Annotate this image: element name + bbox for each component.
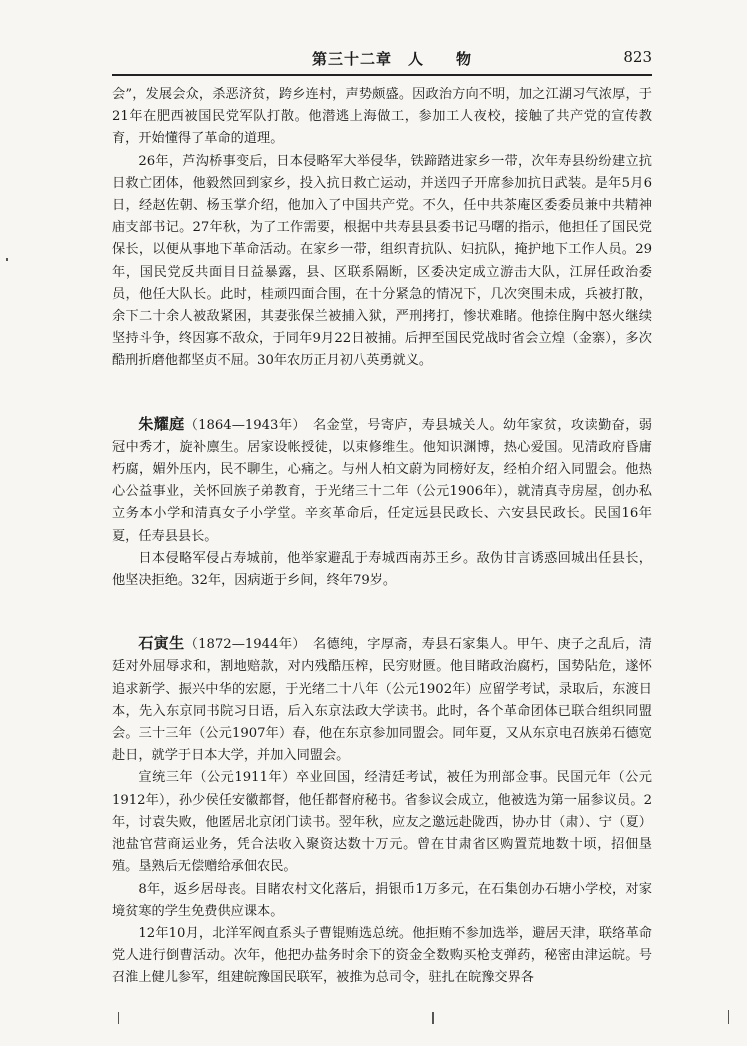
biography-entry: [112, 413, 652, 548]
scan-mark: [6, 258, 8, 261]
paragraph: 8年，返乡居母丧。目睹农村文化落后，捐银币1万多元，在石集创办石塘小学校，对家境贫寒的学生免费供应课本。: [112, 881, 652, 919]
page-header: [112, 44, 652, 74]
scan-mark: [118, 1012, 119, 1024]
biography-entry: [112, 632, 652, 767]
scan-mark: [432, 1012, 434, 1024]
scan-mark: [728, 1010, 729, 1024]
biography-text: （1872—1944年） 名德纯，字厚斋，寿县石家集人。甲午、庚子之乱后，清廷对外屈辱求和，割地赔款，对内残酷压榨，民穷财匮。他目睹政治腐朽，国势阽危，遂怀追求新学、振兴中华的宏愿，于光绪二十八年（公元1902年）应留学考试，录取后，东渡日本，先入东京同书院习日语，后入东京法政大学读书。此时，各个革命团体已联合组织同盟会。三十三年（公元1907年）春，他在东京参加同盟会。同年夏，又从东京电召族弟石德宽赴日，就学于日本大学，并加入同盟会。: [112, 637, 652, 764]
person-name: 石寅生: [138, 634, 185, 653]
paragraph: 会”，发展会众，杀恶济贫，跨乡连村，声势颇盛。因政治方向不明，加之江湖习气浓厚，于21年在肥西被国民党军队打散。他潜逃上海做工，参加工人夜校，接触了共产党的宣传教育，开始懂得了革命的道理。: [112, 87, 652, 147]
paragraph: 12年10月，北洋军阀直系头子曹锟贿选总统。他拒贿不参加选举，避居天津，联络革命党人进行倒曹活动。次年，他把办盐务时余下的资金全数购买枪支弹药，秘密由津运皖。号召淮上健儿参军，组建皖豫国民联军，被推为总司令，驻扎在皖豫交界各: [112, 925, 652, 986]
chapter-title: 第三十二章 人 物: [312, 50, 473, 68]
header-rule: [112, 74, 652, 76]
paragraph: 宣统三年（公元1911年）卒业回国，经清廷考试，被任为刑部佥事。民国元年（公元1912年），孙少侯任安徽都督，他任都督府秘书。省参议会成立，他被选为第一届参议员。2年，讨袁失败，他匿居北京闭门读书。翌年秋，应友之邀远赴陇西，协办甘（肃）、宁（夏）池盐官营商运业务，凭合法收入聚资达数十万元。曾在甘肃省区购置荒地数十顷，招佃垦殖。垦熟后无偿赠给承佃农民。: [112, 770, 652, 875]
body-text: [112, 84, 652, 990]
paragraph: 26年，芦沟桥事变后，日本侵略军大举侵华，铁蹄踏进家乡一带，次年寿县纷纷建立抗日救亡团体，他毅然回到家乡，投入抗日救亡运动，并送四子开席参加抗日武装。是年5月6日，经赵佐朝、杨玉掌介绍，他加入了中国共产党。不久，任中共茶庵区委委员兼中共精神庙支部书记。27年秋，为了工作需要，根据中共寿县县委书记马曙的指示，他担任了国民党保长，以便从事地下革命活动。在家乡一带，组织青抗队、妇抗队，掩护地下工作人员。29年，国民党反共面目日益暴露，县、区联系隔断，区委决定成立游击大队，江屏任政治委员，他任大队长。此时，桂顽四面合围，在十分紧急的情况下，几次突围未成，兵被打散，余下二十余人被敌紧困，其妻张保兰被捕入狱，严刑拷打，惨状难睹。他捺住胸中怒火继续坚持斗争，终因寡不敌众，于同年9月22日被捕。后押至国民党战时省会立煌（金寨），多次酷刑折磨他都坚贞不屈。30年农历正月初八英勇就义。: [112, 153, 652, 369]
person-name: 朱耀庭: [138, 414, 185, 433]
biography-text: （1864—1943年） 名金堂，号寄庐，寿县城关人。幼年家贫，攻读勤奋，弱冠中秀才，旋补廪生。居家设帐授徒，以束修维生。他知识渊博，热心爱国。见清政府昏庸朽腐，媚外压内，民不聊生，心痛之。与州人柏文蔚为同榜好友，经柏介绍入同盟会。他热心公益事业，关怀回族子弟教育，于光绪三十二年（公元1906年），就清真寺房屋，创办私立务本小学和清真女子小学堂。辛亥革命后，任定远县民政长、六安县民政长。民国16年夏，任寿县县长。: [112, 417, 652, 544]
page-number: 823: [623, 48, 652, 66]
paragraph: 日本侵略军侵占寿城前，他举家避乱于寿城西南苏王乡。敌伪甘言诱惑回城出任县长，他坚决拒绝。32年，因病逝于乡间，终年79岁。: [112, 550, 652, 589]
